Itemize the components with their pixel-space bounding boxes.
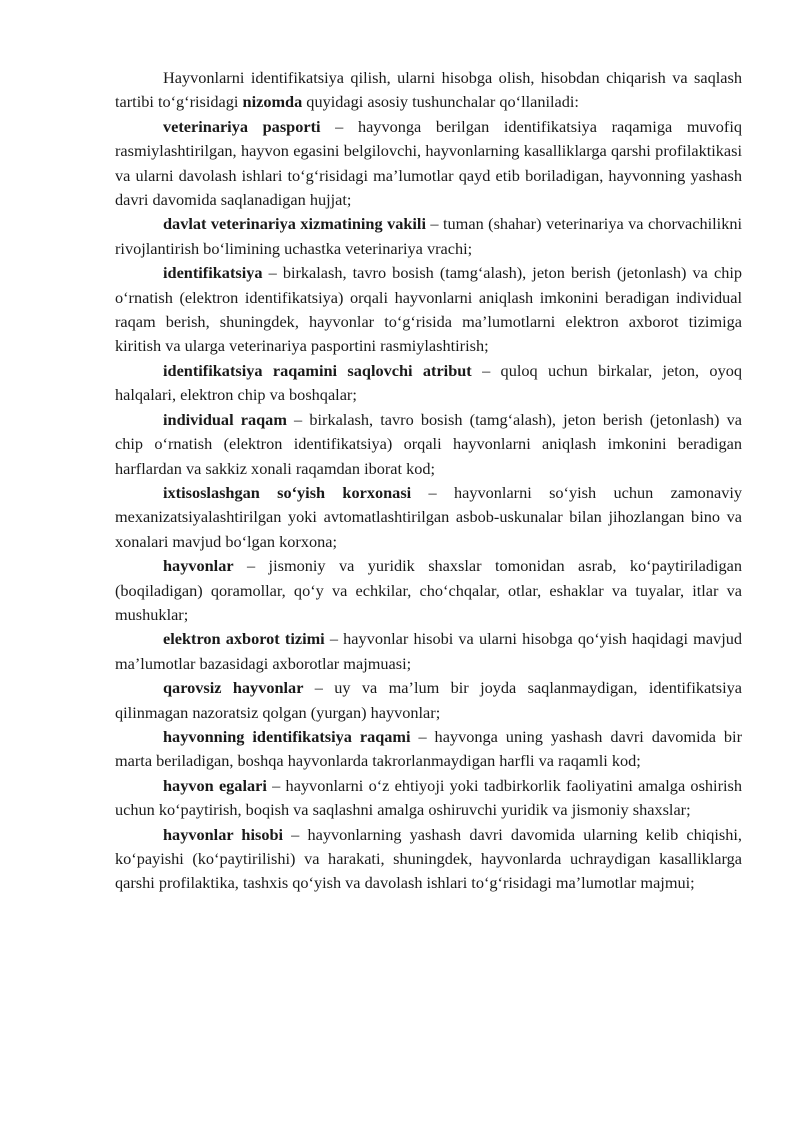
definition-text: – uy va ma’lum bir joyda saqlanmaydigan, identifikatsiya qilinmagan nazoratsiz qolgan (yurgan) hayvonlar;: [115, 678, 742, 722]
definition-text: – hayvonga berilgan identifikatsiya raqamiga muvofiq rasmiylashtirilgan, hayvon egasini belgilovchi, hayvonlarning kasalliklarga qarshi profilaktikasi va ularni davolash ishlari to‘g‘risidagi ma’lumotlar qayd etib boriladigan, hayvonning yashash davri davomida saqlanadigan hujjat;: [115, 116, 742, 210]
intro-text-end: quyidagi asosiy tushunchalar qo‘llaniladi:: [302, 92, 579, 112]
definition-paragraph: [115, 823, 742, 896]
definition-paragraph: [115, 676, 742, 725]
definition-text: – hayvonlarni so‘yish uchun zamonaviy mexanizatsiyalashtirilgan yoki avtomatlashtirilgan asbob-uskunalar bilan jihozlangan bino va xonalari mavjud bo‘lgan korxona;: [115, 482, 742, 551]
definition-term: hayvonning identifikatsiya raqami: [163, 726, 411, 746]
definition-text: – hayvonlarni o‘z ehtiyoji yoki tadbirkorlik faoliyatini amalga oshirish uchun ko‘paytirish, boqish va saqlashni amalga oshiruvchi yuridik va jismoniy shaxslar;: [115, 775, 742, 820]
definition-text: – hayvonlar hisobi va ularni hisobga qo‘yish haqidagi mavjud ma’lumotlar bazasidagi axborotlar majmuasi;: [115, 629, 742, 673]
definition-paragraph: [115, 359, 742, 408]
document-page: [115, 66, 742, 896]
definition-term: ixtisoslashgan so‘yish korxonasi: [163, 482, 412, 502]
definition-term: elektron axborot tizimi: [163, 629, 325, 649]
definition-paragraph: [115, 627, 742, 676]
intro-bold-term: nizomda: [242, 92, 303, 112]
definition-term: davlat veterinariya xizmatining vakili: [163, 214, 426, 234]
definition-text: – hayvonga uning yashash davri davomida bir marta beriladigan, boshqa hayvonlarda takrorlanmaydigan harfli va raqamli kod;: [115, 726, 742, 771]
intro-text-start: Hayvonlarni identifikatsiya qilish, ularni hisobga olish, hisobdan chiqarish va saqlash tartibi to‘g‘risidagi: [115, 68, 742, 112]
definition-text: – hayvonlarning yashash davri davomida ularning kelib chiqishi, ko‘payishi (ko‘paytirilishi) va harakati, shuningdek, hayvonlarda uchraydigan kasalliklarga qarshi profilaktika, tashxis qo‘yish va davolash ishlari to‘g‘risidagi ma’lumotlar majmui;: [115, 824, 742, 893]
definition-paragraph: [115, 212, 742, 261]
definition-term: individual raqam: [163, 409, 287, 429]
definition-term: qarovsiz hayvonlar: [163, 678, 304, 698]
definition-paragraph: [115, 261, 742, 359]
definition-term: identifikatsiya: [163, 263, 263, 283]
definition-term: hayvon egalari: [163, 775, 267, 795]
definition-text: – quloq uchun birkalar, jeton, oyoq halqalari, elektron chip va boshqalar;: [115, 360, 742, 405]
definition-paragraph: [115, 725, 742, 774]
definition-term: identifikatsiya raqamini saqlovchi atribut: [163, 360, 472, 380]
definition-term: veterinariya pasporti: [163, 116, 321, 136]
definition-text: – jismoniy va yuridik shaxslar tomonidan asrab, ko‘paytiriladigan (boqiladigan) qoramollar, qo‘y va echkilar, cho‘chqalar, otlar, eshaklar va tuyalar, itlar va mushuklar;: [115, 556, 742, 624]
definition-text: – birkalash, tavro bosish (tamg‘alash), jeton berish (jetonlash) va chip o‘rnatish (elektron identifikatsiya) orqali hayvonlarni aniqlash imkonini beradigan individual raqam berish, shuningdek, hayvonlar to‘g‘risida ma’lumotlarni elektron axborot tizimiga kiritish va ularga veterinariya pasportini rasmiylashtirish;: [115, 263, 742, 356]
definition-paragraph: [115, 481, 742, 554]
definition-paragraph: [115, 408, 742, 481]
definition-term: hayvonlar: [163, 556, 234, 576]
definition-text: – tuman (shahar) veterinariya va chorvachilikni rivojlantirish bo‘limining uchastka veterinariya vrachi;: [115, 214, 742, 258]
definition-paragraph: [115, 115, 742, 213]
definition-paragraph: [115, 774, 742, 823]
definition-term: hayvonlar hisobi: [163, 824, 284, 844]
definition-paragraph: [115, 554, 742, 627]
intro-paragraph: [115, 66, 742, 115]
definition-text: – birkalash, tavro bosish (tamg‘alash), jeton berish (jetonlash) va chip o‘rnatish (elektron identifikatsiya) orqali hayvonlarni aniqlash imkonini beradigan harflardan va sakkiz xonali raqamdan iborat kod;: [115, 409, 742, 478]
